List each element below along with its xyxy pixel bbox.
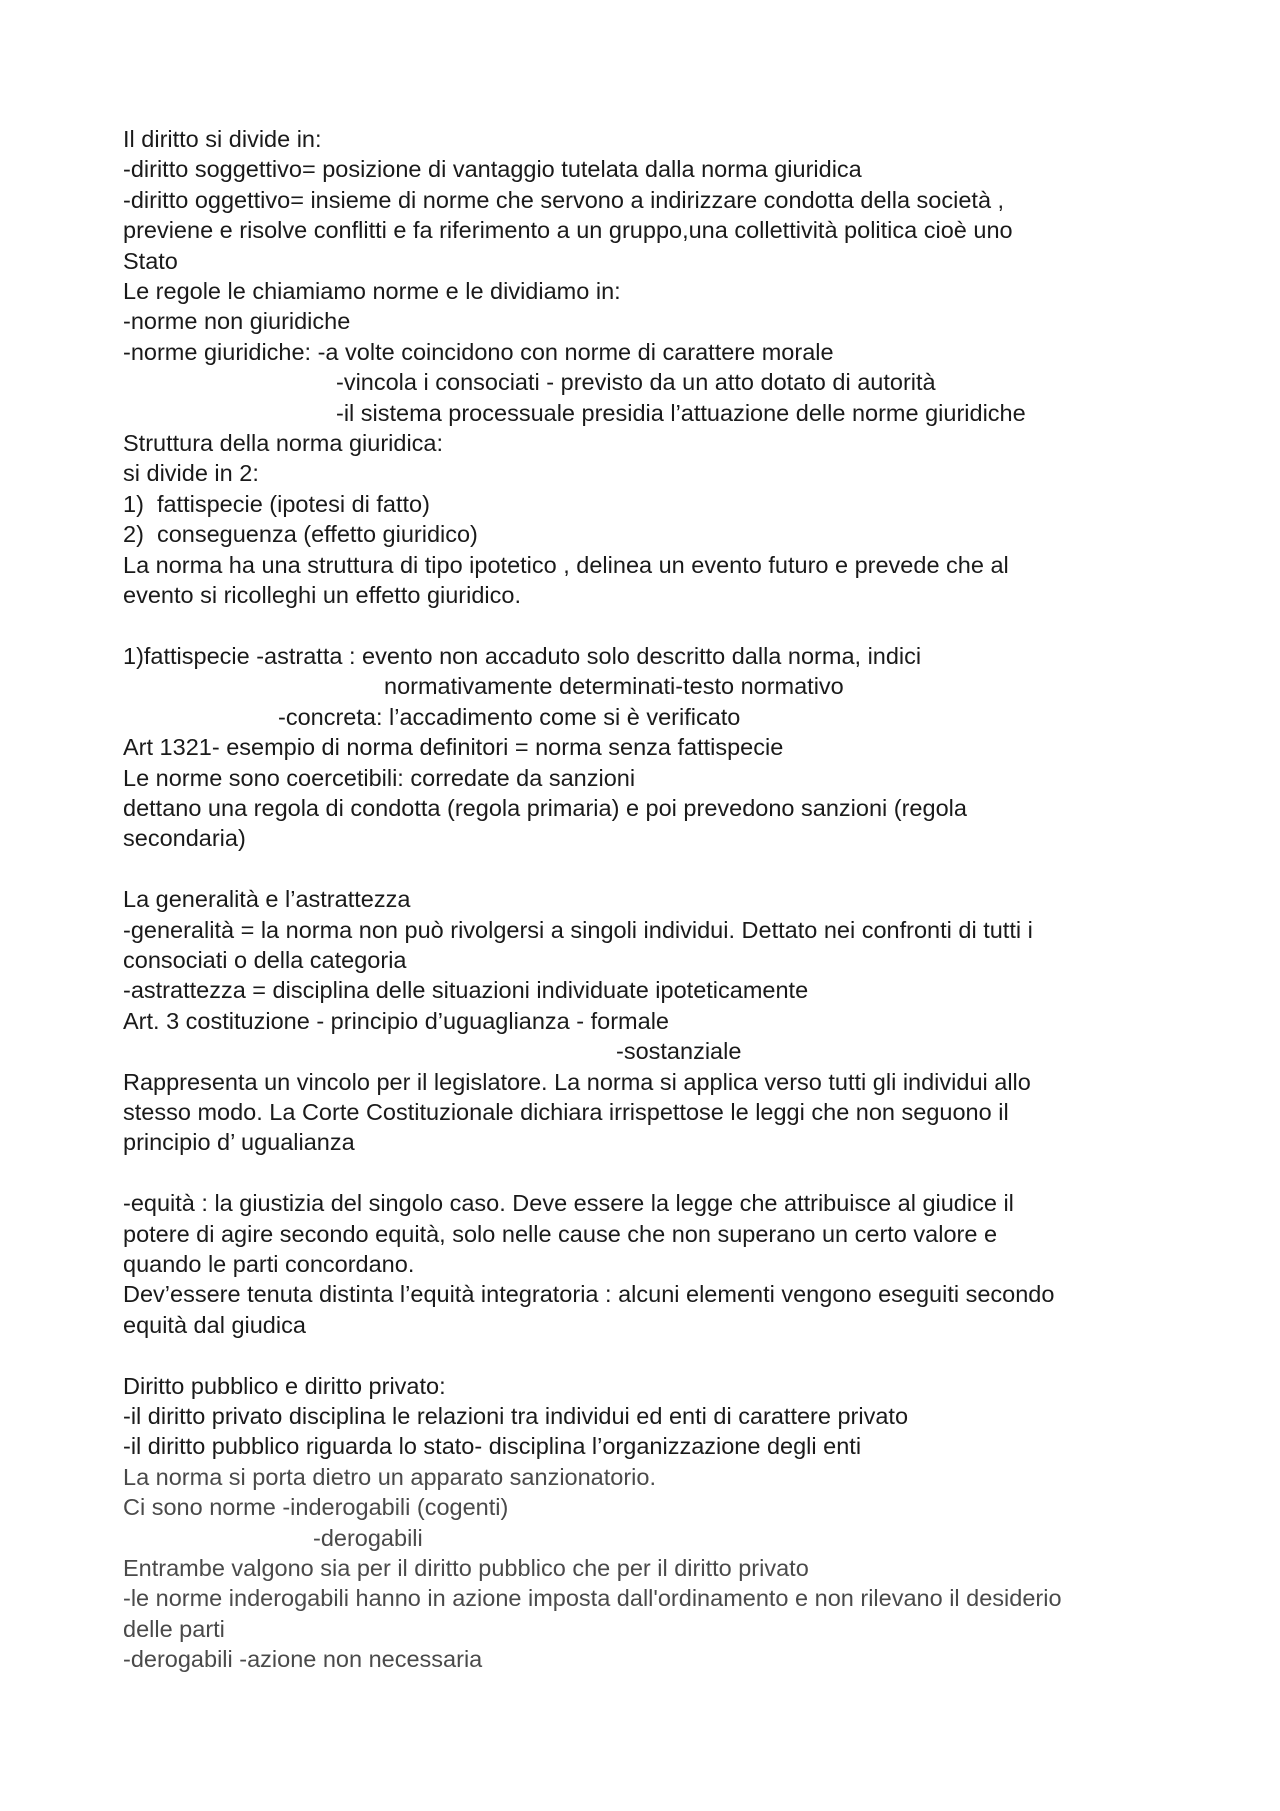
text-line: secondaria) bbox=[123, 825, 246, 852]
text-line: Dev’essere tenuta distinta l’equità integratoria : alcuni elementi vengono eseguiti secondo bbox=[123, 1281, 1055, 1308]
text-line: -il diritto privato disciplina le relazioni tra individui ed enti di carattere privato bbox=[123, 1403, 909, 1429]
text-line: -derogabili bbox=[313, 1524, 423, 1551]
text-line: -le norme inderogabili hanno in azione imposta dall'ordinamento e non rilevano il desiderio bbox=[123, 1585, 1062, 1612]
document-page bbox=[123, 124, 1173, 1675]
text-line: Ci sono norme -inderogabili (cogenti) bbox=[123, 1494, 509, 1521]
paragraph-fattispecie bbox=[123, 641, 1173, 854]
text-line: La generalità e l’astrattezza bbox=[123, 886, 411, 913]
text-line: Rappresenta un vincolo per il legislatore. La norma si applica verso tutti gli individui allo bbox=[123, 1068, 1031, 1095]
text-line: -il diritto pubblico riguarda lo stato- disciplina l’organizzazione degli enti bbox=[123, 1433, 862, 1460]
text-line: Le norme sono coercetibili: corredate da sanzioni bbox=[123, 764, 636, 791]
text-line: -concreta: l’accadimento come si è verificato bbox=[278, 703, 741, 730]
text-line: Diritto pubblico e diritto privato: bbox=[123, 1372, 446, 1399]
paragraph-equita bbox=[123, 1188, 1173, 1340]
text-line: -il sistema processuale presidia l’attuazione delle norme giuridiche bbox=[336, 399, 1026, 426]
paragraph-gap bbox=[123, 1340, 1173, 1370]
text-line: equità dal giudica bbox=[123, 1311, 306, 1338]
text-line: principio d’ ugualianza bbox=[123, 1129, 355, 1156]
text-line: -diritto soggettivo= posizione di vantaggio tutelata dalla norma giuridica bbox=[123, 156, 862, 183]
text-line: evento si ricolleghi un effetto giuridico. bbox=[123, 582, 521, 609]
text-line: Art 1321- esempio di norma definitori = norma senza fattispecie bbox=[123, 734, 784, 761]
text-line: -astrattezza = disciplina delle situazioni individuate ipoteticamente bbox=[123, 977, 809, 1004]
text-line: -diritto oggettivo= insieme di norme che servono a indirizzare condotta della società , bbox=[123, 186, 1005, 213]
text-line: -norme non giuridiche bbox=[123, 308, 351, 335]
paragraph-diritto-divisione bbox=[123, 124, 1173, 611]
text-line: previene e risolve conflitti e fa riferimento a un gruppo,una collettività politica cioè uno bbox=[123, 217, 1013, 244]
text-line: Stato bbox=[123, 247, 178, 274]
text-line: Le regole le chiamiamo norme e le dividiamo in: bbox=[123, 278, 621, 305]
text-line: Art. 3 costituzione - principio d’uguaglianza - formale bbox=[123, 1007, 669, 1034]
text-line: normativamente determinati-testo normativo bbox=[384, 673, 844, 700]
text-line: -derogabili -azione non necessaria bbox=[123, 1646, 483, 1673]
text-line: delle parti bbox=[123, 1615, 225, 1642]
text-line: Entrambe valgono sia per il diritto pubblico che per il diritto privato bbox=[123, 1555, 809, 1582]
paragraph-gap bbox=[123, 611, 1173, 641]
list-item: 2) conseguenza (effetto giuridico) bbox=[123, 521, 478, 548]
text-line: La norma ha una struttura di tipo ipotetico , delinea un evento futuro e prevede che al bbox=[123, 551, 1009, 578]
text-line: stesso modo. La Corte Costituzionale dichiara irrispettose le leggi che non seguono il bbox=[123, 1098, 1009, 1125]
text-line: La norma si porta dietro un apparato sanzionatorio. bbox=[123, 1463, 656, 1490]
text-line: quando le parti concordano. bbox=[123, 1250, 415, 1277]
paragraph-generalita bbox=[123, 884, 1173, 1158]
text-line: si divide in 2: bbox=[123, 460, 259, 487]
text-line: 1)fattispecie -astratta : evento non accaduto solo descritto dalla norma, indici bbox=[123, 642, 922, 669]
text-line: potere di agire secondo equità, solo nelle cause che non superano un certo valore e bbox=[123, 1220, 998, 1247]
text-line: -generalità = la norma non può rivolgersi a singoli individui. Dettato nei confronti di tutti i bbox=[123, 916, 1033, 943]
paragraph-diritto-pubblico-privato bbox=[123, 1371, 1173, 1675]
text-line: Il diritto si divide in: bbox=[123, 126, 322, 152]
paragraph-gap bbox=[123, 1158, 1173, 1188]
text-line: dettano una regola di condotta (regola primaria) e poi prevedono sanzioni (regola bbox=[123, 794, 967, 821]
paragraph-gap bbox=[123, 854, 1173, 884]
text-line: -sostanziale bbox=[616, 1038, 742, 1065]
text-line: consociati o della categoria bbox=[123, 946, 407, 973]
text-line: -norme giuridiche: -a volte coincidono con norme di carattere morale bbox=[123, 338, 834, 365]
text-line: -equità : la giustizia del singolo caso. Deve essere la legge che attribuisce al giudice il bbox=[123, 1190, 1014, 1217]
list-item: 1) fattispecie (ipotesi di fatto) bbox=[123, 490, 430, 517]
text-line: Struttura della norma giuridica: bbox=[123, 430, 444, 457]
text-line: -vincola i consociati - previsto da un atto dotato di autorità bbox=[336, 369, 936, 396]
